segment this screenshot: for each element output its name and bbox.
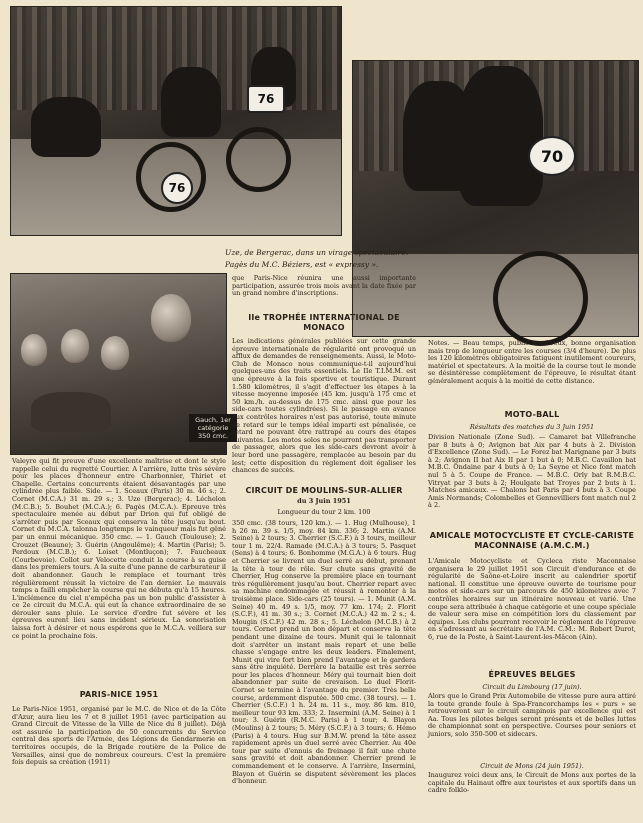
belges-text1: Alors que le Grand Prix Automobile de vitesse pure aura attiré la toute grande foule à Spa-Francorchamps les « purs » se retrouveront sur le circuit campinois par excellence qui est Aa. Tous les pilotes belges seront présents et de belles luttes de championnat sont en perspective. Courses pour seniors et juniors, solo 350-500 et sidecars. bbox=[428, 692, 636, 738]
moulins-length: Longueur du tour 2 km. 100 bbox=[277, 508, 371, 516]
person-face bbox=[101, 336, 129, 370]
section-title-paris-nice: PARIS-NICE 1951 bbox=[79, 690, 159, 699]
caption-pages: Pagès du M.C. Béziers, est « expressy ». bbox=[225, 260, 379, 269]
amicale-text: L'Amicale Motocycliste et Cycleca riste Maconnaise organisera le 29 juillet 1951 son Circuit d'endurance et de régularité de Saône-et-Loire inscrit au calendrier sportif national. Il constitue une épreuve ouverte de tourisme pour motos et side-cars sur un parcours de 450 kilomètres avec 7 contrôles horaires sur un itinéraire nouveau et varié. Une coupe sera attribuée à chaque catégorie et une coupe spéciale de valeur sera mise en compétition lors du classement par équipes. Les clubs pourront recevoir le règlement de l'épreuve en s'adressant au secrétaire de l'A.M. C.M.: M. Robert Durot, 6, rue de la Poste, à Saint-Laurent-les-Mâcon (Ain). bbox=[428, 557, 636, 641]
moto-ball-sub: Résultats des matches du 3 Juin 1951 bbox=[469, 423, 595, 431]
person-face bbox=[151, 294, 191, 342]
sidecar-passenger bbox=[31, 97, 101, 157]
rider-figure bbox=[458, 66, 543, 206]
photo-tag: Gauch, 1er catégorie 350 cmc. bbox=[189, 414, 237, 442]
race-number-plate: 70 bbox=[528, 136, 576, 176]
col2-intro: que Paris-Nice réunira une aussi importante participation, assurée trois mois avant la date fixée par un grand nombre d'inscriptions. bbox=[232, 274, 416, 298]
trophy-holder bbox=[31, 392, 111, 432]
monaco-text: Les indications générales publiées sur cette grande épreuve internationale de régularité ont provoqué un afflux de demandes de renseignements. Aussi, le Moto-Club de Monaco nous communique-t-il aujourd'hui quelques-uns des traits essentiels. Le IIe T.I.M.M. est une épreuve à la fois sportive et touristique. Durant 1.580 kilomètres, il s'agit d'effectuer les étapes à la vitesse moyenne imposée (45 km. jusqu'à 175 cmc et 50 km./h. au-dessus de 175 cmc. ainsi que pour les side-cars toutes cylindrées). Si le passage en avance aux contrôles horaires n'est pas autorisé, toute minute de retard sur le temps idéal imparti est pénalisée, ce retard ne pouvant être rattrapé au cours des étapes suivantes. Les motos solos ne pourront pas transporter de passager, alors que les side-cars devront avoir à leur bord une passagère, remplacée au besoin par du lest; cette disposition du règlement doit égaliser les chances de succès. bbox=[232, 337, 416, 475]
moto-ball-text: Division Nationale (Zone Sud). — Camaret bat Villefranche par 8 buts à 0; Avignon bat Aix par 4 buts à 2. Division d'Excellence (Zone Sud). — Le Forez bat Marignane par 3 buts à 2; Avignon II bat Aix II par 1 but à 0; M.B.C. Cavaillon bat M.B.C. Ondaine par 4 buts à 0; La Seyne et Nice font match nul 5 à 5. Coupe de France. — M.B.C. Orly bat R.M.B.C. Vitryat par 3 buts à 2; Houlgate bat Troyes par 2 buts à 1. Matches amicaux. — Chalons bat Paris par 4 buts à 3. Coupe Amis Normands; Colombelles et Gennevilliers font match nul 2 à 2. bbox=[428, 433, 636, 510]
moulins-date: du 3 Juin 1951 bbox=[297, 497, 351, 505]
race-number-plate: 76 bbox=[161, 172, 193, 204]
section-title-moulins: CIRCUIT DE MOULINS-SUR-ALLIER bbox=[245, 486, 403, 495]
caption-uze: Uze, de Bergerac, dans un virage spectaculaire. bbox=[225, 248, 409, 257]
notes-text: Notes. — Beau temps, public nombreux, bonne organisation mais trop de longueur entre les courses (3/4 d'heure). De plus les 120 kilomètres obligatoires fatiguent inutilement coureurs, matériel et spectateurs. A la moitié de la course tout le monde se désintéresse complètement de l'épreuve, le résultat étant généralement acquis à la moitié de cette distance. bbox=[428, 339, 636, 385]
moulins-text: 350 cmc. (38 tours, 120 km.). — 1. Hug (Mulhouse), 1 h 26 m. 39 s. 1/5, moy. 84 km. 336; 2. Martin (A.M. Seine) à 2 tours; 3. Cherrier (S.C.F.) à 3 tours, meilleur tour 1 m. 22/4. Ramade (M.C.A.) à 3 tours; 5. Pasquet (Sens) à 4 tours; 6. Bonhomme (M.G.A.) à 6 tours. Hug et Cherrier se livrent un duel serré au début, prenant la tête à tour de rôle. Sur chute sans gravité de Cherrier, Hug conserve la première place en tournant très régulièrement jusqu'au bout. Cherrier repart avec sa machine endommagée et réussit à remonter à la troisième place. Side-cars (25 tours). — 1. Munit (A.M. Seine) 40 m. 49 s. 1/5, moy. 77 km. 174; 2. Florit (S.C.F.), 41 m. 30 s.; 3. Cornet (M.C.A.) 42 m. 2 s.; 4. Mougin (S.C.F.) 42 m. 28 s.; 5. Léchelon (M.C.B.) à 2 tours. Cornet prend un bon départ et conserve la tête pendant une dizaine de tours. Munit qui le talonnait doit s'arrêter un instant mais repart et une belle chasse s'engage entre les deux leaders. Finalement, Munit qui vire fort bien prend l'avantage et le gardera sans être inquiété. Derrière la bataille est très serrée pour les places d'honneur. Méry qui tournait bien doit abandonner par suite de crevaison. Le duel Florit-Cornet se termine à l'avantage du premier. Très belle course, ardemment disputée. 500 cmc. (38 tours). — 1. Cherrier (S.C.F.) 1 h. 24 m. 11 s., moy. 86 km. 810, meilleur tour 93 km. 333; 2. Insermini (A.M. Seine) à 1 tour; 3. Guérin (R.M.C. Paris) à 1 tour; 4. Blayon (Moulins) à 2 tours; 5. Méry (S.C.F.) à 3 tours; 6. Hémo (Paris) à 4 tours. Hug sur B.M.W. prend la tête assez rapidement après un duel serré avec Cherrier. Au 40e tour par suite d'ennuis de freinage il fait une chute sans gravité et doit abandonner. Cherrier prend le commandement et le conserve. A l'arrière, Insermini, Blayon et Guérin se disputent sévèrement les places d'honneur. bbox=[232, 519, 416, 786]
photo-sidecar-race bbox=[10, 6, 342, 236]
section-title-amicale: AMICALE MOTOCYCLISTE ET CYCLE-CARISTE MACONNAISE (A.M.C.M.) bbox=[429, 531, 635, 550]
section-title-moto-ball: MOTO-BALL bbox=[504, 410, 560, 419]
paris-nice-text: Le Paris-Nice 1951, organisé par le M.C. de Nice et de la Côte d'Azur, aura lieu les 7 et 8 juillet 1951 (avec participation au Grand Circuit de Vitesse de la Ville de Nice du 8 juillet). Déjà est assurée la participation de 50 concurrents du Service central des sports de l'Armée, des Légions de Gendarmerie en territoires occupés, de la Brigade routière de la Police de Versailles, ainsi que de nombreux coureurs. C'est la première fois depuis sa création (1911) bbox=[12, 705, 226, 767]
race-number-plate: 76 bbox=[247, 85, 285, 113]
section-title-monaco: IIe TROPHÉE INTERNATIONAL DE MONACO bbox=[248, 313, 400, 332]
person-face bbox=[21, 334, 47, 366]
belges-sub1: Circuit du Limbourg (17 juin). bbox=[482, 683, 582, 691]
belges-text2: Inaugurez voici deux ans, le Circuit de Mons aux portes de la capitale du Hainaut offre aux touristes et aux sportifs dans un cadre folklo- bbox=[428, 771, 636, 795]
photo-winner-group bbox=[10, 273, 231, 455]
bike-wheel bbox=[493, 251, 588, 346]
person-face bbox=[61, 329, 89, 363]
bike-wheel bbox=[226, 127, 291, 192]
rider-figure bbox=[161, 67, 221, 137]
col1-text: Valeyre qui fit preuve d'une excellente maîtrise et dont le style rappelle celui du regretté Courtier. A l'arrière, lutte très sévère pour les places d'honneur entre Charbonnier, Thiriet et Chapelle. Certains concurrents étaient désavantagés par une cylindrée plus faible. Side. — 1. Sceaux (Paris) 30 m. 46 s.; 2. Cornet (M.C.A.) 31 m. 29 s.; 3. Uze (Bergerac); 4. Léchelon (M.C.B.); 5. Bouhet (M.C.A.); 6. Pagès (M.C.A.). Epreuve très spectaculaire menée au début par Drion qui fut obligé de s'arrêter puis par Sceaux qui conserva la tête jusqu'au bout. Cornet du M.C.A. talonna longtemps le vainqueur mais fut gêné par un ennui mécanique. 350 cmc. — 1. Gauch (Toulouse); 2. Crouzet (Beaune); 3. Guérin (Angoulême); 4. Martin (Paris); 5. Perdoux (M.C.B.); 6. Loiset (Montluçon); 7. Faucheaux (Courbevoie). Collot sur Velocette conduit la course à sa guise dans les premiers tours. A la suite d'une panne de carburateur il doit abandonner. Gauch le remplace et tournant très régulièrement réussit la victoire de l'an dernier. Le mauvais temps a failli empêcher la course qui ne débuta qu'à 15 heures. L'inclémence du ciel n'empêcha pas un bon public d'assister à ce 2e circuit du M.C.A. qui eut la chance extraordinaire de se dérouler sans pluie. Le service d'ordre fut sévère et les épreuves eurent lieu sans incident sérieux. La sonorisation laissa fort à désirer et nous espérons que le M.C.A. veillera sur ce point la prochaine fois. bbox=[12, 457, 226, 640]
belges-sub2: Circuit de Mons (24 juin 1951). bbox=[480, 762, 584, 770]
section-title-belges: ÉPREUVES BELGES bbox=[488, 670, 576, 679]
